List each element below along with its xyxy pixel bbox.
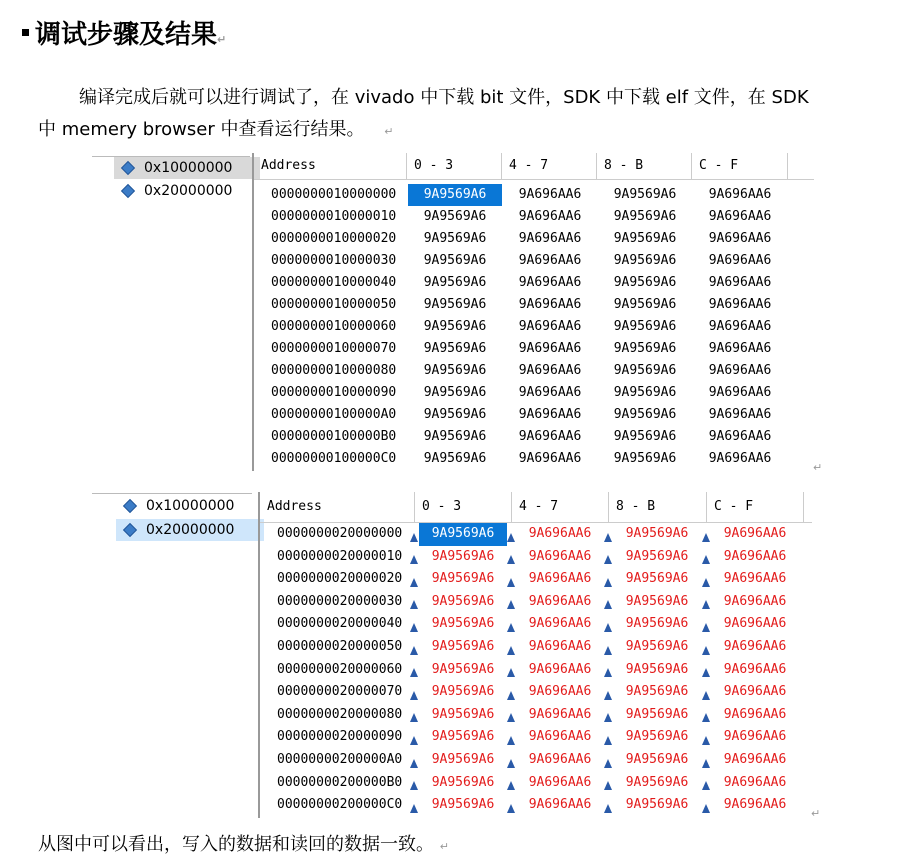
changed-marker-icon xyxy=(604,736,612,745)
col-c-f xyxy=(692,153,788,179)
memory-cell[interactable]: 9A9569A6 xyxy=(423,363,487,378)
memory-cell[interactable]: 9A696AA6 xyxy=(708,187,772,202)
memory-cell[interactable]: 9A9569A6 xyxy=(423,429,487,444)
col-4-7 xyxy=(502,153,597,179)
monitor-divider xyxy=(92,493,252,494)
memory-cell[interactable]: 9A9569A6 xyxy=(613,407,677,422)
monitor-item-10000000[interactable] xyxy=(116,495,264,517)
col-0-3 xyxy=(407,153,502,179)
col-label: 4 - 7 xyxy=(519,499,559,514)
changed-marker-icon xyxy=(604,691,612,700)
memory-row xyxy=(260,749,810,772)
changed-marker-icon xyxy=(604,668,612,677)
row-address: 0000000010000040 xyxy=(271,275,397,290)
memory-cell[interactable]: 9A9569A6 xyxy=(625,706,689,722)
memory-cell[interactable]: 9A696AA6 xyxy=(723,571,787,587)
col-label: C - F xyxy=(699,158,739,173)
row-address: 0000000010000070 xyxy=(271,341,397,356)
row-address: 0000000020000030 xyxy=(277,593,403,609)
memory-cell[interactable]: 9A696AA6 xyxy=(708,385,772,400)
memory-cell[interactable]: 9A9569A6 xyxy=(625,729,689,745)
monitor-item-20000000[interactable] xyxy=(116,519,264,541)
changed-marker-icon xyxy=(702,623,710,632)
changed-marker-icon xyxy=(702,533,710,542)
memory-cell[interactable]: 9A696AA6 xyxy=(518,275,582,290)
diamond-icon xyxy=(121,161,135,175)
diamond-icon xyxy=(123,499,137,513)
changed-marker-icon xyxy=(410,759,418,768)
memory-cell[interactable]: 9A9569A6 xyxy=(431,706,495,722)
col-label: 8 - B xyxy=(604,158,644,173)
conclusion-line xyxy=(38,830,449,856)
row-address: 0000000020000060 xyxy=(277,661,403,677)
col-0-3 xyxy=(415,492,512,522)
memory-cell[interactable]: 9A9569A6 xyxy=(431,571,495,587)
changed-marker-icon xyxy=(507,623,515,632)
memory-cell[interactable]: 9A9569A6 xyxy=(625,797,689,813)
memory-row xyxy=(260,772,810,795)
changed-marker-icon xyxy=(507,533,515,542)
memory-cell[interactable]: 9A696AA6 xyxy=(723,593,787,609)
col-label: Address xyxy=(267,499,322,514)
changed-marker-icon xyxy=(410,713,418,722)
changed-marker-icon xyxy=(702,713,710,722)
memory-cell[interactable]: 9A9569A6 xyxy=(625,571,689,587)
conclusion-text: 从图中可以看出，写入的数据和读回的数据一致。 xyxy=(38,834,434,855)
memory-row xyxy=(254,338,812,360)
memory-cell[interactable]: 9A696AA6 xyxy=(528,774,592,790)
memory-cell[interactable]: 9A696AA6 xyxy=(518,297,582,312)
changed-marker-icon xyxy=(410,691,418,700)
row-address: 0000000010000090 xyxy=(271,385,397,400)
memory-cell[interactable]: 9A9569A6 xyxy=(419,523,507,546)
memory-cell[interactable]: 9A9569A6 xyxy=(423,407,487,422)
memory-cell[interactable]: 9A9569A6 xyxy=(613,363,677,378)
diamond-icon xyxy=(121,184,135,198)
memory-row xyxy=(254,426,812,448)
memory-cell[interactable]: 9A696AA6 xyxy=(708,451,772,466)
memory-cell[interactable]: 9A9569A6 xyxy=(613,187,677,202)
memory-cell[interactable]: 9A696AA6 xyxy=(723,752,787,767)
memory-cell[interactable]: 9A9569A6 xyxy=(408,184,502,206)
memory-row xyxy=(254,360,812,382)
changed-marker-icon xyxy=(604,781,612,790)
memory-cell[interactable]: 9A9569A6 xyxy=(423,451,487,466)
memory-cell[interactable]: 9A9569A6 xyxy=(625,526,689,541)
monitor-label: 0x20000000 xyxy=(144,183,233,199)
memory-cell[interactable]: 9A9569A6 xyxy=(625,639,689,654)
memory-row xyxy=(260,726,810,749)
memory-row xyxy=(254,448,812,470)
memory-cell[interactable]: 9A9569A6 xyxy=(431,752,495,767)
memory-row xyxy=(260,794,810,817)
changed-marker-icon xyxy=(604,578,612,587)
memory-cell[interactable]: 9A9569A6 xyxy=(423,253,487,268)
memory-row xyxy=(254,206,812,228)
memory-cell[interactable]: 9A696AA6 xyxy=(528,526,592,541)
memory-cell[interactable]: 9A9569A6 xyxy=(431,729,495,745)
memory-cell[interactable]: 9A9569A6 xyxy=(625,684,689,700)
col-label: 0 - 3 xyxy=(414,158,454,173)
memory-cell[interactable]: 9A9569A6 xyxy=(431,774,495,790)
row-address: 00000000200000A0 xyxy=(277,752,403,767)
memory-cell[interactable]: 9A696AA6 xyxy=(518,209,582,224)
memory-cell[interactable]: 9A9569A6 xyxy=(613,451,677,466)
memory-cell[interactable]: 9A696AA6 xyxy=(518,253,582,268)
changed-marker-icon xyxy=(410,555,418,564)
memory-cell[interactable]: 9A9569A6 xyxy=(625,548,689,564)
changed-marker-icon xyxy=(507,578,515,587)
changed-marker-icon xyxy=(702,804,710,813)
memory-cell[interactable]: 9A696AA6 xyxy=(518,319,582,334)
memory-header xyxy=(260,492,812,523)
memory-row xyxy=(254,316,812,338)
row-address: 0000000010000050 xyxy=(271,297,397,312)
memory-cell[interactable]: 9A9569A6 xyxy=(423,341,487,356)
changed-marker-icon xyxy=(604,600,612,609)
row-address: 0000000010000030 xyxy=(271,253,397,268)
row-address: 00000000200000C0 xyxy=(277,797,403,813)
diamond-icon xyxy=(123,523,137,537)
memory-row xyxy=(254,228,812,250)
memory-cell[interactable]: 9A696AA6 xyxy=(723,774,787,790)
section-heading xyxy=(22,14,226,51)
memory-cell[interactable]: 9A9569A6 xyxy=(423,385,487,400)
memory-cell[interactable]: 9A696AA6 xyxy=(723,616,787,632)
memory-cell[interactable]: 9A9569A6 xyxy=(613,385,677,400)
memory-row xyxy=(260,591,810,614)
memory-cell[interactable]: 9A696AA6 xyxy=(528,684,592,700)
changed-marker-icon xyxy=(507,713,515,722)
monitor-item-20000000[interactable] xyxy=(114,180,260,202)
memory-cell[interactable]: 9A696AA6 xyxy=(723,548,787,564)
row-address: 0000000010000000 xyxy=(271,187,397,202)
memory-cell[interactable]: 9A696AA6 xyxy=(528,797,592,813)
changed-marker-icon xyxy=(702,646,710,655)
memory-cell[interactable]: 9A696AA6 xyxy=(708,253,772,268)
memory-row xyxy=(254,404,812,426)
memory-cell[interactable]: 9A9569A6 xyxy=(423,275,487,290)
changed-marker-icon xyxy=(410,646,418,655)
memory-cell[interactable]: 9A696AA6 xyxy=(518,385,582,400)
memory-cell[interactable]: 9A9569A6 xyxy=(613,275,677,290)
memory-cell[interactable]: 9A696AA6 xyxy=(708,319,772,334)
changed-marker-icon xyxy=(702,736,710,745)
col-4-7 xyxy=(512,492,609,522)
memory-cell[interactable]: 9A9569A6 xyxy=(613,341,677,356)
paragraph-text-1: 编译完成后就可以进行调试了，在 vivado 中下载 bit 文件，SDK 中下载 elf 文件，在 SDK xyxy=(79,87,809,108)
memory-cell[interactable]: 9A696AA6 xyxy=(723,526,787,541)
memory-cell[interactable]: 9A696AA6 xyxy=(708,275,772,290)
memory-cell[interactable]: 9A9569A6 xyxy=(431,548,495,564)
changed-marker-icon xyxy=(410,623,418,632)
memory-cell[interactable]: 9A696AA6 xyxy=(528,661,592,677)
col-8-b xyxy=(597,153,692,179)
changed-marker-icon xyxy=(410,533,418,542)
memory-cell[interactable]: 9A9569A6 xyxy=(423,231,487,246)
memory-cell[interactable]: 9A9569A6 xyxy=(431,684,495,700)
row-address: 0000000010000010 xyxy=(271,209,397,224)
memory-cell[interactable]: 9A9569A6 xyxy=(431,616,495,632)
monitor-item-10000000[interactable] xyxy=(114,157,260,179)
memory-row xyxy=(260,523,810,546)
memory-cell[interactable]: 9A9569A6 xyxy=(431,797,495,813)
memory-cell[interactable]: 9A9569A6 xyxy=(625,752,689,767)
col-address xyxy=(254,153,407,179)
memory-cell[interactable]: 9A696AA6 xyxy=(518,407,582,422)
changed-marker-icon xyxy=(604,555,612,564)
changed-marker-icon xyxy=(507,691,515,700)
row-address: 00000000100000C0 xyxy=(271,451,397,466)
memory-cell[interactable]: 9A9569A6 xyxy=(625,661,689,677)
row-address: 0000000020000080 xyxy=(277,706,403,722)
memory-rendering-2[interactable] xyxy=(258,492,812,818)
changed-marker-icon xyxy=(604,646,612,655)
memory-row xyxy=(260,636,810,659)
memory-cell[interactable]: 9A9569A6 xyxy=(625,593,689,609)
col-8-b xyxy=(609,492,707,522)
changed-marker-icon xyxy=(702,759,710,768)
memory-cell[interactable]: 9A696AA6 xyxy=(528,639,592,654)
memory-row xyxy=(260,704,810,727)
memory-cell[interactable]: 9A696AA6 xyxy=(528,548,592,564)
memory-cell[interactable]: 9A696AA6 xyxy=(723,661,787,677)
heading-text: 调试步骤及结果 xyxy=(35,20,218,50)
row-address: 0000000010000080 xyxy=(271,363,397,378)
row-address: 0000000010000020 xyxy=(271,231,397,246)
paragraph-text-2: 中 memery browser 中查看运行结果。 xyxy=(38,119,365,140)
row-address: 0000000020000070 xyxy=(277,684,403,700)
paragraph-mark: ↵ xyxy=(217,33,227,46)
changed-marker-icon xyxy=(410,668,418,677)
row-address: 0000000020000090 xyxy=(277,729,403,745)
monitor-label: 0x20000000 xyxy=(146,522,235,538)
row-address: 0000000020000000 xyxy=(277,526,403,541)
memory-cell[interactable]: 9A9569A6 xyxy=(423,319,487,334)
memory-cell[interactable]: 9A696AA6 xyxy=(528,593,592,609)
monitor-label: 0x10000000 xyxy=(144,160,233,176)
changed-marker-icon xyxy=(507,759,515,768)
memory-row xyxy=(254,250,812,272)
memory-cell[interactable]: 9A696AA6 xyxy=(528,706,592,722)
changed-marker-icon xyxy=(410,804,418,813)
memory-cell[interactable]: 9A9569A6 xyxy=(431,661,495,677)
changed-marker-icon xyxy=(604,804,612,813)
changed-marker-icon xyxy=(507,646,515,655)
memory-cell[interactable]: 9A9569A6 xyxy=(423,297,487,312)
memory-cell[interactable]: 9A696AA6 xyxy=(708,231,772,246)
memory-cell[interactable]: 9A9569A6 xyxy=(613,231,677,246)
memory-cell[interactable]: 9A9569A6 xyxy=(613,253,677,268)
memory-cell[interactable]: 9A696AA6 xyxy=(723,729,787,745)
changed-marker-icon xyxy=(702,600,710,609)
paragraph-mark: ↵ xyxy=(439,840,449,853)
memory-row xyxy=(260,681,810,704)
memory-cell[interactable]: 9A696AA6 xyxy=(708,363,772,378)
memory-cell[interactable]: 9A696AA6 xyxy=(518,429,582,444)
memory-cell[interactable]: 9A9569A6 xyxy=(431,639,495,654)
changed-marker-icon xyxy=(604,533,612,542)
memory-cell[interactable]: 9A696AA6 xyxy=(528,571,592,587)
changed-marker-icon xyxy=(604,759,612,768)
memory-cell[interactable]: 9A696AA6 xyxy=(518,341,582,356)
changed-marker-icon xyxy=(507,600,515,609)
row-address: 00000000200000B0 xyxy=(277,774,403,790)
col-label: 8 - B xyxy=(616,499,656,514)
changed-marker-icon xyxy=(604,623,612,632)
changed-marker-icon xyxy=(507,668,515,677)
memory-cell[interactable]: 9A696AA6 xyxy=(528,752,592,767)
memory-cell[interactable]: 9A9569A6 xyxy=(613,297,677,312)
memory-cell[interactable]: 9A696AA6 xyxy=(723,797,787,813)
row-address: 0000000010000060 xyxy=(271,319,397,334)
memory-cell[interactable]: 9A696AA6 xyxy=(723,684,787,700)
memory-row xyxy=(254,272,812,294)
col-label: Address xyxy=(261,158,316,173)
bullet-icon xyxy=(22,29,29,36)
changed-marker-icon xyxy=(410,781,418,790)
memory-cell[interactable]: 9A9569A6 xyxy=(613,429,677,444)
memory-cell[interactable]: 9A9569A6 xyxy=(431,593,495,609)
changed-marker-icon xyxy=(702,668,710,677)
memory-cell[interactable]: 9A696AA6 xyxy=(708,297,772,312)
paragraph-mark: ↵ xyxy=(384,125,394,138)
memory-cell[interactable]: 9A696AA6 xyxy=(708,407,772,422)
memory-cell[interactable]: 9A9569A6 xyxy=(613,319,677,334)
row-address: 0000000020000010 xyxy=(277,548,403,564)
changed-marker-icon xyxy=(507,555,515,564)
memory-cell[interactable]: 9A696AA6 xyxy=(708,429,772,444)
changed-marker-icon xyxy=(410,736,418,745)
col-address xyxy=(260,492,415,522)
changed-marker-icon xyxy=(604,713,612,722)
memory-row xyxy=(260,659,810,682)
memory-cell[interactable]: 9A696AA6 xyxy=(518,187,582,202)
row-address: 00000000100000A0 xyxy=(271,407,397,422)
changed-marker-icon xyxy=(702,691,710,700)
memory-rendering-1[interactable] xyxy=(252,153,814,471)
memory-header xyxy=(254,153,814,180)
row-address: 00000000100000B0 xyxy=(271,429,397,444)
col-label: C - F xyxy=(714,499,754,514)
col-label: 4 - 7 xyxy=(509,158,549,173)
paragraph-mark: ↵ xyxy=(813,461,823,474)
memory-cell[interactable]: 9A696AA6 xyxy=(528,616,592,632)
memory-cell[interactable]: 9A696AA6 xyxy=(518,363,582,378)
memory-cell[interactable]: 9A696AA6 xyxy=(518,451,582,466)
changed-marker-icon xyxy=(702,555,710,564)
memory-cell[interactable]: 9A9569A6 xyxy=(613,209,677,224)
row-address: 0000000020000020 xyxy=(277,571,403,587)
changed-marker-icon xyxy=(410,578,418,587)
row-address: 0000000020000050 xyxy=(277,639,403,654)
memory-row xyxy=(254,382,812,404)
memory-cell[interactable]: 9A9569A6 xyxy=(625,616,689,632)
memory-cell[interactable]: 9A696AA6 xyxy=(708,209,772,224)
col-label: 0 - 3 xyxy=(422,499,462,514)
memory-cell[interactable]: 9A696AA6 xyxy=(723,639,787,654)
memory-row xyxy=(260,568,810,591)
paragraph-line-1 xyxy=(79,83,809,109)
changed-marker-icon xyxy=(410,600,418,609)
monitor-label: 0x10000000 xyxy=(146,498,235,514)
memory-row xyxy=(254,294,812,316)
changed-marker-icon xyxy=(507,781,515,790)
paragraph-line-2 xyxy=(38,115,393,141)
memory-row xyxy=(254,184,812,206)
memory-row xyxy=(260,546,810,569)
memory-cell[interactable]: 9A9569A6 xyxy=(625,774,689,790)
memory-cell[interactable]: 9A696AA6 xyxy=(708,341,772,356)
memory-cell[interactable]: 9A696AA6 xyxy=(518,231,582,246)
changed-marker-icon xyxy=(507,736,515,745)
changed-marker-icon xyxy=(702,781,710,790)
memory-cell[interactable]: 9A696AA6 xyxy=(528,729,592,745)
changed-marker-icon xyxy=(702,578,710,587)
memory-cell[interactable]: 9A696AA6 xyxy=(723,706,787,722)
col-c-f xyxy=(707,492,804,522)
row-address: 0000000020000040 xyxy=(277,616,403,632)
memory-row xyxy=(260,613,810,636)
paragraph-mark: ↵ xyxy=(811,807,821,820)
memory-cell[interactable]: 9A9569A6 xyxy=(423,209,487,224)
changed-marker-icon xyxy=(507,804,515,813)
